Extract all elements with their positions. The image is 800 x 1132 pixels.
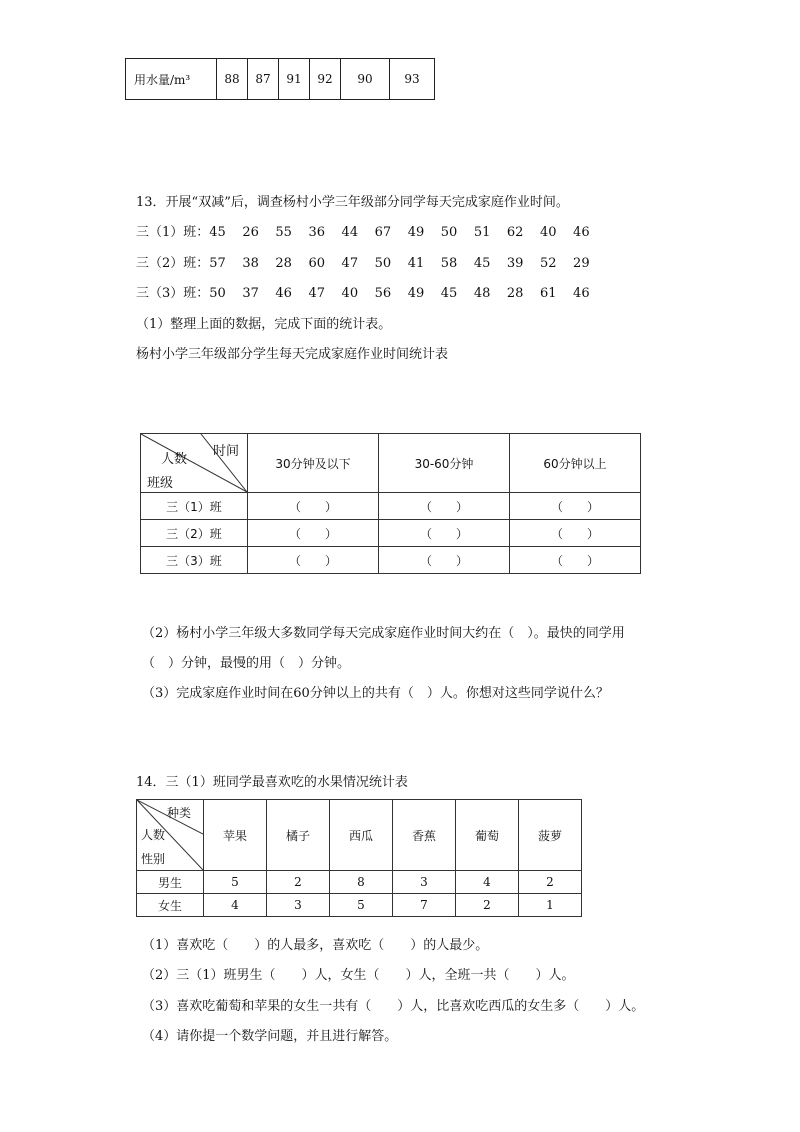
table-cell: 2 [267, 871, 330, 894]
q14-title: 14．三（1）班同学最喜欢吃的水果情况统计表 [136, 775, 408, 790]
column-header: 30-60分钟 [379, 434, 510, 493]
homework-time-table [140, 433, 641, 574]
table-row [137, 894, 582, 917]
table-cell: 8 [330, 871, 393, 894]
table-row [137, 871, 582, 894]
answer-blank[interactable]: （ ） [379, 547, 510, 574]
answer-blank[interactable]: （ ） [510, 547, 641, 574]
q13-title: 13．开展“双减”后，调查杨村小学三年级部分同学每天完成家庭作业时间。 [136, 195, 569, 210]
table-cell: 90 [341, 59, 390, 100]
diagonal-header-cell [137, 800, 204, 871]
header-people: 人数 [161, 452, 188, 467]
table-cell: 87 [248, 59, 279, 100]
fruit-header: 香蕉 [393, 800, 456, 871]
q14-sub1: （1）喜欢吃（ ）的人最多，喜欢吃（ ）的人最少。 [142, 938, 489, 953]
fruit-header: 苹果 [204, 800, 267, 871]
table-row [141, 547, 641, 574]
fruit-header: 葡萄 [456, 800, 519, 871]
water-usage-table [125, 58, 435, 100]
table-cell: 3 [393, 871, 456, 894]
table-cell: 2 [519, 871, 582, 894]
q14-sub2: （2）三（1）班男生（ ）人，女生（ ）人，全班一共（ ）人。 [142, 968, 575, 983]
table-cell: 5 [204, 871, 267, 894]
q13-sub2-line2: （ ）分钟，最慢的用（ ）分钟。 [142, 656, 351, 671]
answer-blank[interactable]: （ ） [248, 547, 379, 574]
row-header: 三（2）班 [141, 520, 248, 547]
q13-table-title: 杨村小学三年级部分学生每天完成家庭作业时间统计表 [136, 347, 449, 362]
header-class: 班级 [147, 476, 174, 491]
q13-class1-data: 三（1）班：45 26 55 36 44 67 49 50 51 62 40 46 [136, 225, 590, 240]
answer-blank[interactable]: （ ） [379, 520, 510, 547]
table-row [141, 520, 641, 547]
row-header: 男生 [137, 871, 204, 894]
q14-sub3: （3）喜欢吃葡萄和苹果的女生一共有（ ）人，比喜欢吃西瓜的女生多（ ）人。 [142, 999, 645, 1014]
q13-sub3: （3）完成家庭作业时间在60分钟以上的共有（ ）人。你想对这些同学说什么？ [142, 686, 609, 701]
q14-sub4: （4）请你提一个数学问题，并且进行解答。 [142, 1029, 398, 1044]
q13-class2-data: 三（2）班：57 38 28 60 47 50 41 58 45 39 52 29 [136, 256, 590, 271]
table-cell: 4 [204, 894, 267, 917]
fruit-header: 西瓜 [330, 800, 393, 871]
table-cell: 91 [279, 59, 310, 100]
header-kind: 种类 [167, 806, 192, 820]
table-cell: 88 [217, 59, 248, 100]
table-cell: 2 [456, 894, 519, 917]
table-cell: 93 [390, 59, 435, 100]
header-people: 人数 [141, 828, 166, 842]
water-usage-label: 用水量/m³ [126, 59, 217, 100]
q13-class3-data: 三（3）班：50 37 46 47 40 56 49 45 48 28 61 46 [136, 286, 590, 301]
row-header: 三（3）班 [141, 547, 248, 574]
column-header: 60分钟以上 [510, 434, 641, 493]
fruit-preference-table [136, 799, 582, 917]
column-header: 30分钟及以下 [248, 434, 379, 493]
table-cell: 5 [330, 894, 393, 917]
q13-sub1: （1）整理上面的数据，完成下面的统计表。 [136, 317, 392, 332]
row-header: 三（1）班 [141, 493, 248, 520]
table-row [141, 493, 641, 520]
table-cell: 1 [519, 894, 582, 917]
table-row [126, 59, 435, 100]
diagonal-header-cell [141, 434, 248, 493]
header-gender: 性别 [141, 852, 166, 866]
answer-blank[interactable]: （ ） [379, 493, 510, 520]
row-header: 女生 [137, 894, 204, 917]
table-cell: 3 [267, 894, 330, 917]
table-cell: 7 [393, 894, 456, 917]
table-row [137, 800, 582, 871]
answer-blank[interactable]: （ ） [510, 520, 641, 547]
table-row [141, 434, 641, 493]
table-cell: 92 [310, 59, 341, 100]
table-cell: 4 [456, 871, 519, 894]
fruit-header: 橘子 [267, 800, 330, 871]
answer-blank[interactable]: （ ） [248, 520, 379, 547]
q13-sub2-line1: （2）杨村小学三年级大多数同学每天完成家庭作业时间大约在（ ）。最快的同学用 [142, 626, 625, 641]
header-time: 时间 [213, 444, 240, 459]
fruit-header: 菠萝 [519, 800, 582, 871]
answer-blank[interactable]: （ ） [248, 493, 379, 520]
answer-blank[interactable]: （ ） [510, 493, 641, 520]
